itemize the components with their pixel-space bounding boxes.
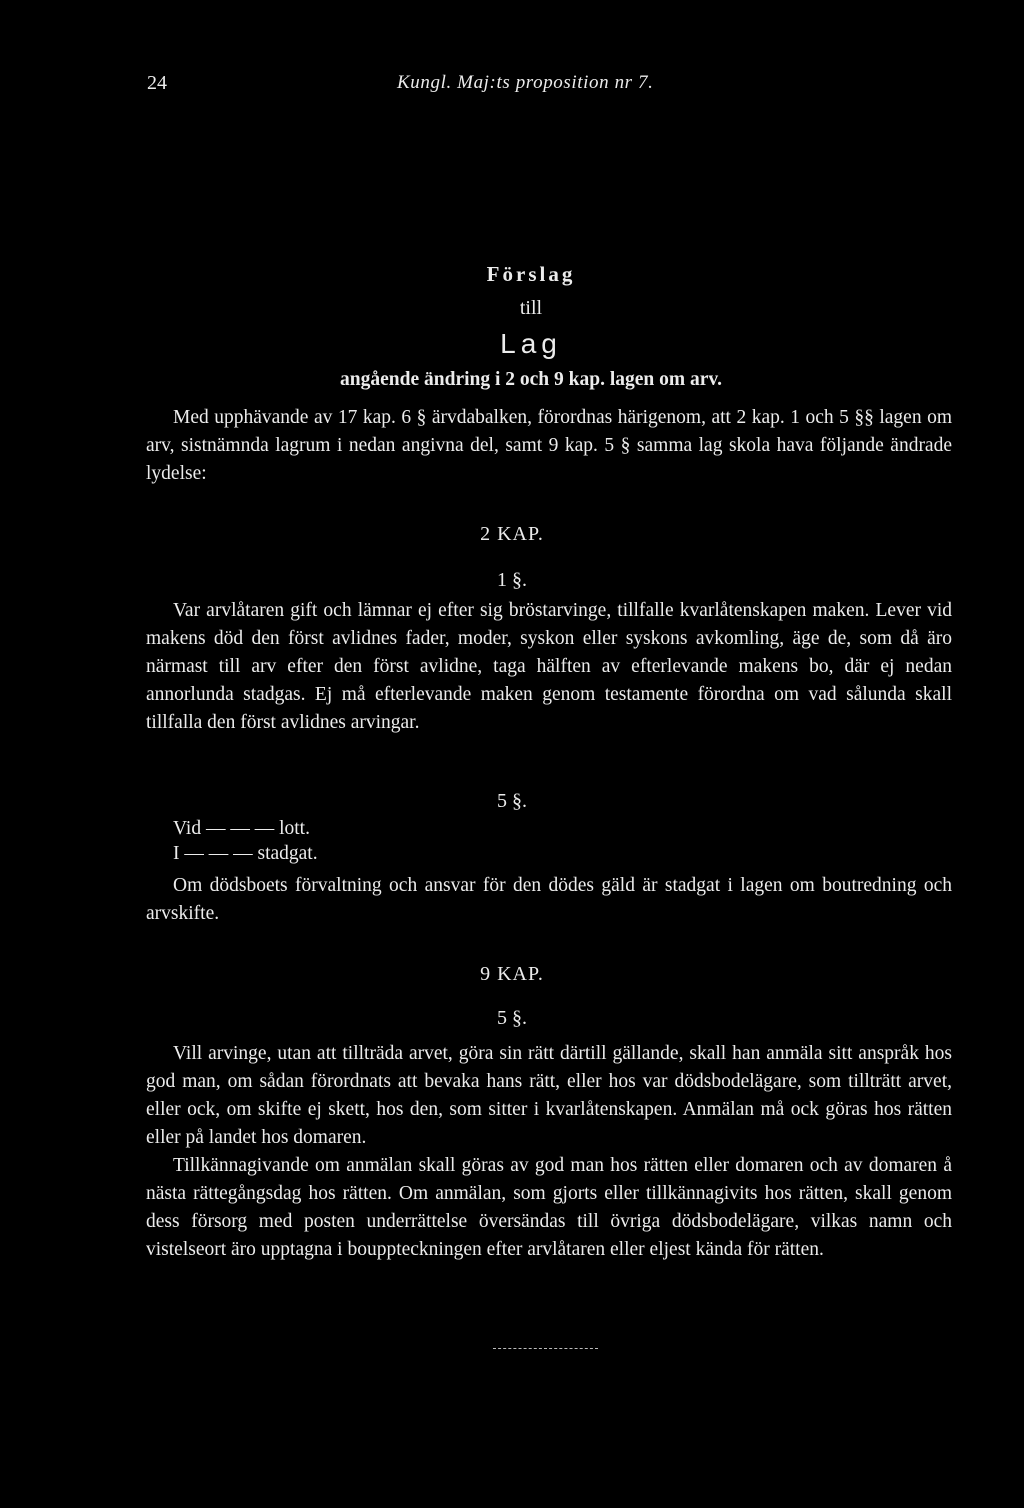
chapter-9-heading: 9 KAP. [480,963,544,985]
omission-line-2: I — — — stadgat. [173,843,318,864]
proposal-heading: Förslag [486,262,576,286]
chapter-9-section-5 [146,1040,952,1264]
intro-paragraph [146,404,952,488]
intro-text: Med upphävande av 17 kap. 6 § ärvdabalken, förordnas härigenom, att 2 kap. 1 och 5 §§ lagen om arv, sistnämnda lagrum i nedan angivna del, samt 9 kap. 5 § samma lag skola hava följande ändrade lydelse: [146,407,952,484]
chapter-2-section-5-text: Om dödsboets förvaltning och ansvar för den dödes gäld är stadgat i lagen om boutredning och arvskifte. [146,875,952,924]
omission-line-1: Vid — — — lott. [173,818,310,839]
chapter-2-section-5 [146,872,952,928]
law-subtitle: angående ändring i 2 och 9 kap. lagen om arv. [340,369,722,390]
closing-rule [493,1348,598,1349]
chapter-2-section-1 [146,597,952,737]
chapter-9-section-5-heading: 5 §. [497,1007,527,1029]
proposal-till: till [519,297,543,319]
chapter-2-section-5-heading: 5 §. [497,790,527,812]
running-title: Kungl. Maj:ts proposition nr 7. [397,72,654,93]
chapter-2-section-1-heading: 1 §. [497,569,527,591]
chapter-9-section-5-text-2: Tillkännagivande om anmälan skall göras av god man hos rätten eller domaren och av domaren å nästa rättegångsdag hos rätten. Om anmälan, som gjorts eller tillkännagivits hos rätten, skall genom dess försorg med posten underrättelse översändas till övriga dödsbodelägare, vilkas namn och vistelseort äro upptagna i bouppteckningen efter arvlåtaren eller eljest kända för rätten. [146,1155,952,1260]
chapter-2-heading: 2 KAP. [480,523,544,545]
page-number: 24 [147,72,167,94]
chapter-9-section-5-text-1: Vill arvinge, utan att tillträda arvet, göra sin rätt därtill gällande, skall han anmäla sitt anspråk hos god man, om sådan förordnats att bevaka hans rätt, eller hos var dödsbodelägare, som tillträtt arvet, eller ock, om skifte ej skett, hos den, som sitter i kvarlåtenskapen. Anmälan må ock göras hos rätten eller på landet hos domaren. [146,1043,952,1148]
law-heading: Lag [500,328,562,359]
chapter-2-section-1-text: Var arvlåtaren gift och lämnar ej efter sig bröstarvinge, tillfalle kvarlåtenskapen maken. Lever vid makens död den först avlidnes fader, moder, syskon eller syskons avkomling, äge de, som då äro närmast till arv efter den först avlidne, taga hälften av efterlevande makens bo, där ej nedan annorlunda stadgas. Ej må efterlevande maken genom testamente förordna om vad sålunda skall tillfalla den först avlidnes arvingar. [146,600,952,733]
